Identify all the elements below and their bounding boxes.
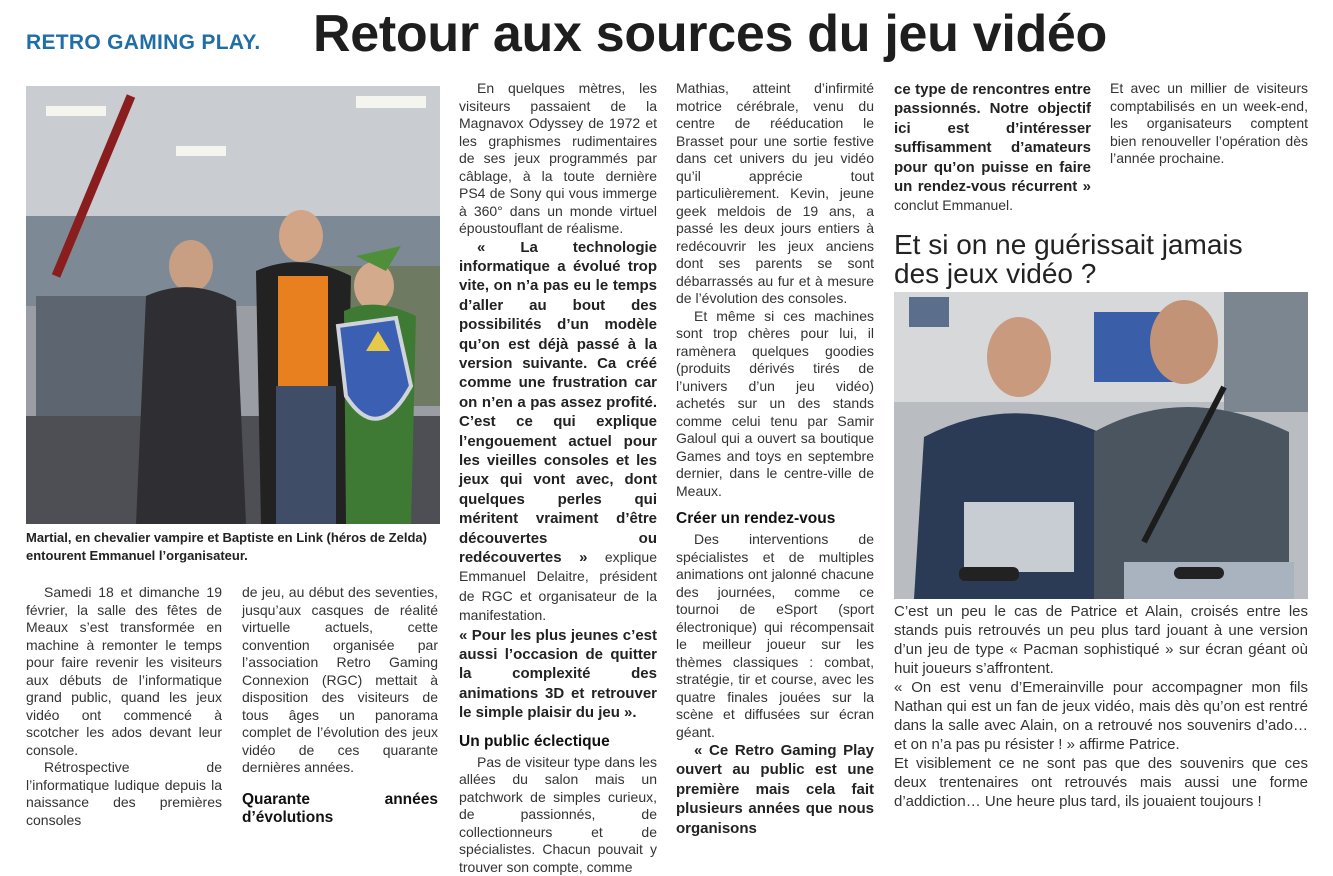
article-column-2 [242,584,438,830]
photo-cosplayers [26,86,440,524]
quote: ce type de rencontres entre passionnés. Notre objectif ici est d’intéresser suffisamment d’amateurs pour qu’on puisse en faire un rendez-vous récurrent » [894,81,1091,196]
section-kicker: RETRO GAMING PLAY. [26,31,261,54]
paragraph: Et avec un millier de visiteurs comptabilisés en un week-end, les organisateurs comptent bien renouveller l’opération dès l’année prochaine. [1110,80,1308,166]
quote: « La technologie informatique a évolué trop vite, on n’a pas eu le temps d’aller au bout des possibilités d’un modèle qu’on est déjà passé à la version suivante. Ca créé comme une frustration car on n’en a pas assez profité. C’est ce qui explique l’engouement actuel pour les vieilles consoles et les jeux qui vont avec, dont quelques perles qui méritent vraiment d’être découvertes ou redécouvertes » [459,238,657,566]
subheading: Créer un rendez-vous [676,510,836,527]
headline: Retour aux sources du jeu vidéo [313,5,1108,63]
sidebar-body [894,602,1308,811]
article-column-1 [26,584,222,829]
paragraph: de jeu, au début des seventies, jusqu’aux casques de réalité virtuelle actuels, cette convention organisée par l’association Retro Gaming Connexion (RGC) mettait à disposition des visiteurs de tous âges un panorama complet de l’évolution des jeux vidéo de ces quarante dernières années. [242,584,438,775]
article-column-4 [676,80,874,838]
article-column-6 [1110,80,1308,168]
paragraph: C’est un peu le cas de Patrice et Alain, croisés entre les stands puis retrouvés un peu plus tard jouant à une version d’un jeu de type « Pacman sophistiqué » sur écran géant où huit joueurs s’affrontent. [894,603,1308,677]
attribution: explique Emmanuel Delaitre, président de RGC et organisateur de la manifestation. [459,549,657,624]
photo-gamers [894,292,1308,599]
paragraph: Mathias, atteint d’infirmité motrice cérébrale, venu du centre de rééducation le Brasset pour une sortie festive dans cet univers du jeu vidéo qu’il apprécie tout particulièrement. Kevin, jeune geek meldois de 19 ans, a passé les deux jours entiers à redécouvrir les jeux anciens dont ses parents se sont débarrassés au fur et à mesure de l’évolution des consoles. [676,80,874,306]
subheading: Un public éclectique [459,732,610,750]
article-column-3 [459,80,657,876]
quote-paragraph: « Pour les plus jeunes c’est aussi l’occasion de quitter la complexité des animations 3D et retrouver le simple plaisir du jeu ». [459,626,657,722]
paragraph: Et même si ces machines sont trop chères pour lui, il ramènera quelques goodies (produits dérivés tirés de l’univers d’un jeu vidéo) achetés sur un des stands comme celui tenu par Samir Galoul qui a ouvert sa boutique Games and toys en septembre dernier, dans le centre-ville de Meaux. [676,307,874,499]
paragraph: En quelques mètres, les visiteurs passaient de la Magnavox Odyssey de 1972 et les graphismes rudimentaires de ses jeux programmés par câblage, à la toute dernière PS4 de Sony qui vous immerge à 360° dans un monde virtuel époustouflant de réalisme. [459,80,657,236]
photo-caption: Martial, en chevalier vampire et Baptiste en Link (héros de Zelda) entourent Emmanuel l’organisateur. [26,530,427,563]
paragraph: Samedi 18 et dimanche 19 février, la salle des fêtes de Meaux s’est transformée en machine à remonter le temps pour faire revenir les visiteurs aux débuts de l’informatique grand public, quand les jeux vidéo ont commencé à scotcher les ados devant leur console. [26,584,222,758]
attribution: conclut Emmanuel. [894,197,1014,214]
quote-paragraph [459,238,657,626]
subheading: Quarante années d’évolutions [242,790,438,826]
paragraph: « On est venu d’Emerainville pour accompagner mon fils Nathan qui est un fan de jeux vidéo, mais dès qu’on est rentré dans la salle avec Alain, on a retrouvé nos souvenirs d’ado… et on n’a pas pu résister ! » affirme Patrice. [894,679,1308,753]
quote-paragraph: « Ce Retro Gaming Play ouvert au public est une première mais cela fait plusieurs années que nous organisons [676,742,874,837]
paragraph: Pas de visiteur type dans les allées du salon mais un patchwork de simples curieux, de passionnés, de collectionneurs et de spécialistes. Chacun pouvait y trouver son compte, comme [459,753,657,875]
paragraph: Rétrospective de l’informatique ludique depuis la naissance des premières consoles [26,759,222,828]
paragraph: Et visiblement ce ne sont pas que des souvenirs que ces deux trentenaires ont retrouvés mais aussi une forme d’addiction… Une heure plus tard, ils jouaient toujours ! [894,755,1308,810]
article-column-5 [894,80,1091,216]
sidebar-title: Et si on ne guérissait jamais des jeux vidéo ? [894,229,1243,289]
paragraph: Des interventions de spécialistes et de multiples animations ont jalonné chacune des journées, comme ce tournoi de eSport (sport électronique) qui récompensait le meilleur joueur sur les thèmes classiques : combat, stratégie, tir et course, avec les quatre finales jouées sur la scène et diffusées sur écran géant. [676,531,874,740]
quote-paragraph [894,80,1091,216]
